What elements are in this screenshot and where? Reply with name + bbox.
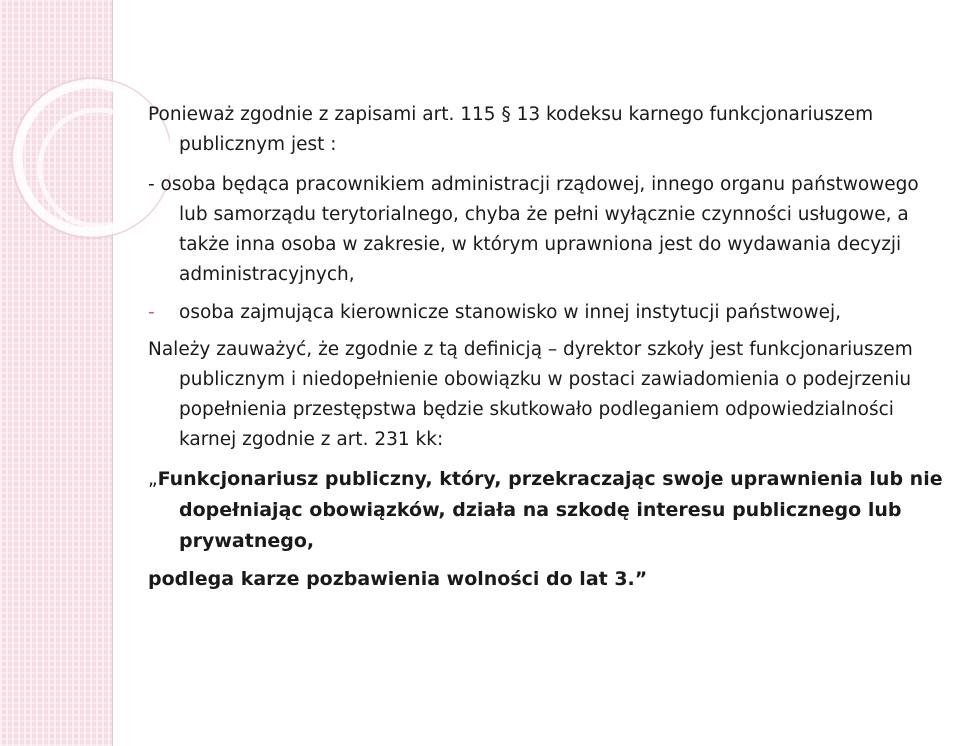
list-item-1: - osoba będąca pracownikiem administracji rządowej, innego organu państwowego lub samorządu terytorialnego, chyba że pełni wyłącznie czynności usługowe, a także inna osoba w zakresie, w którym uprawniona jest do wydawania decyzji administracyjnych,	[148, 174, 919, 285]
quote-text: Funkcjonariusz publiczny, który, przekraczając swoje uprawnienia lub nie dopełniając obowiązków, działa na szkodę interesu publicznego lub prywatnego,	[157, 468, 943, 552]
note-paragraph: Należy zauważyć, że zgodnie z tą definicją – dyrektor szkoły jest funkcjonariuszem publicznym i niedopełnienie obowiązku w postaci zawiadomienia o podejrzeniu popełnienia przestępstwa będzie skutkowało podleganiem odpowiedzialności karnej zgodnie z art. 231 kk:	[148, 339, 913, 450]
decorative-rings	[0, 0, 170, 300]
list-dash: -	[148, 302, 155, 323]
slide-content	[148, 100, 948, 594]
intro-paragraph: Ponieważ zgodnie z zapisami art. 115 § 13 kodeksu karnego funkcjonariuszem publicznym jest :	[148, 104, 874, 155]
ring-inner	[40, 110, 156, 226]
quote-paragraph	[148, 464, 948, 557]
penalty-line: podlega karze pozbawienia wolności do lat 3.”	[148, 568, 648, 590]
list-item-2	[148, 298, 948, 328]
opening-quote-mark: „	[148, 469, 158, 490]
list-item-2-text: osoba zajmująca kierownicze stanowisko w innej instytucji państwowej,	[179, 302, 842, 323]
